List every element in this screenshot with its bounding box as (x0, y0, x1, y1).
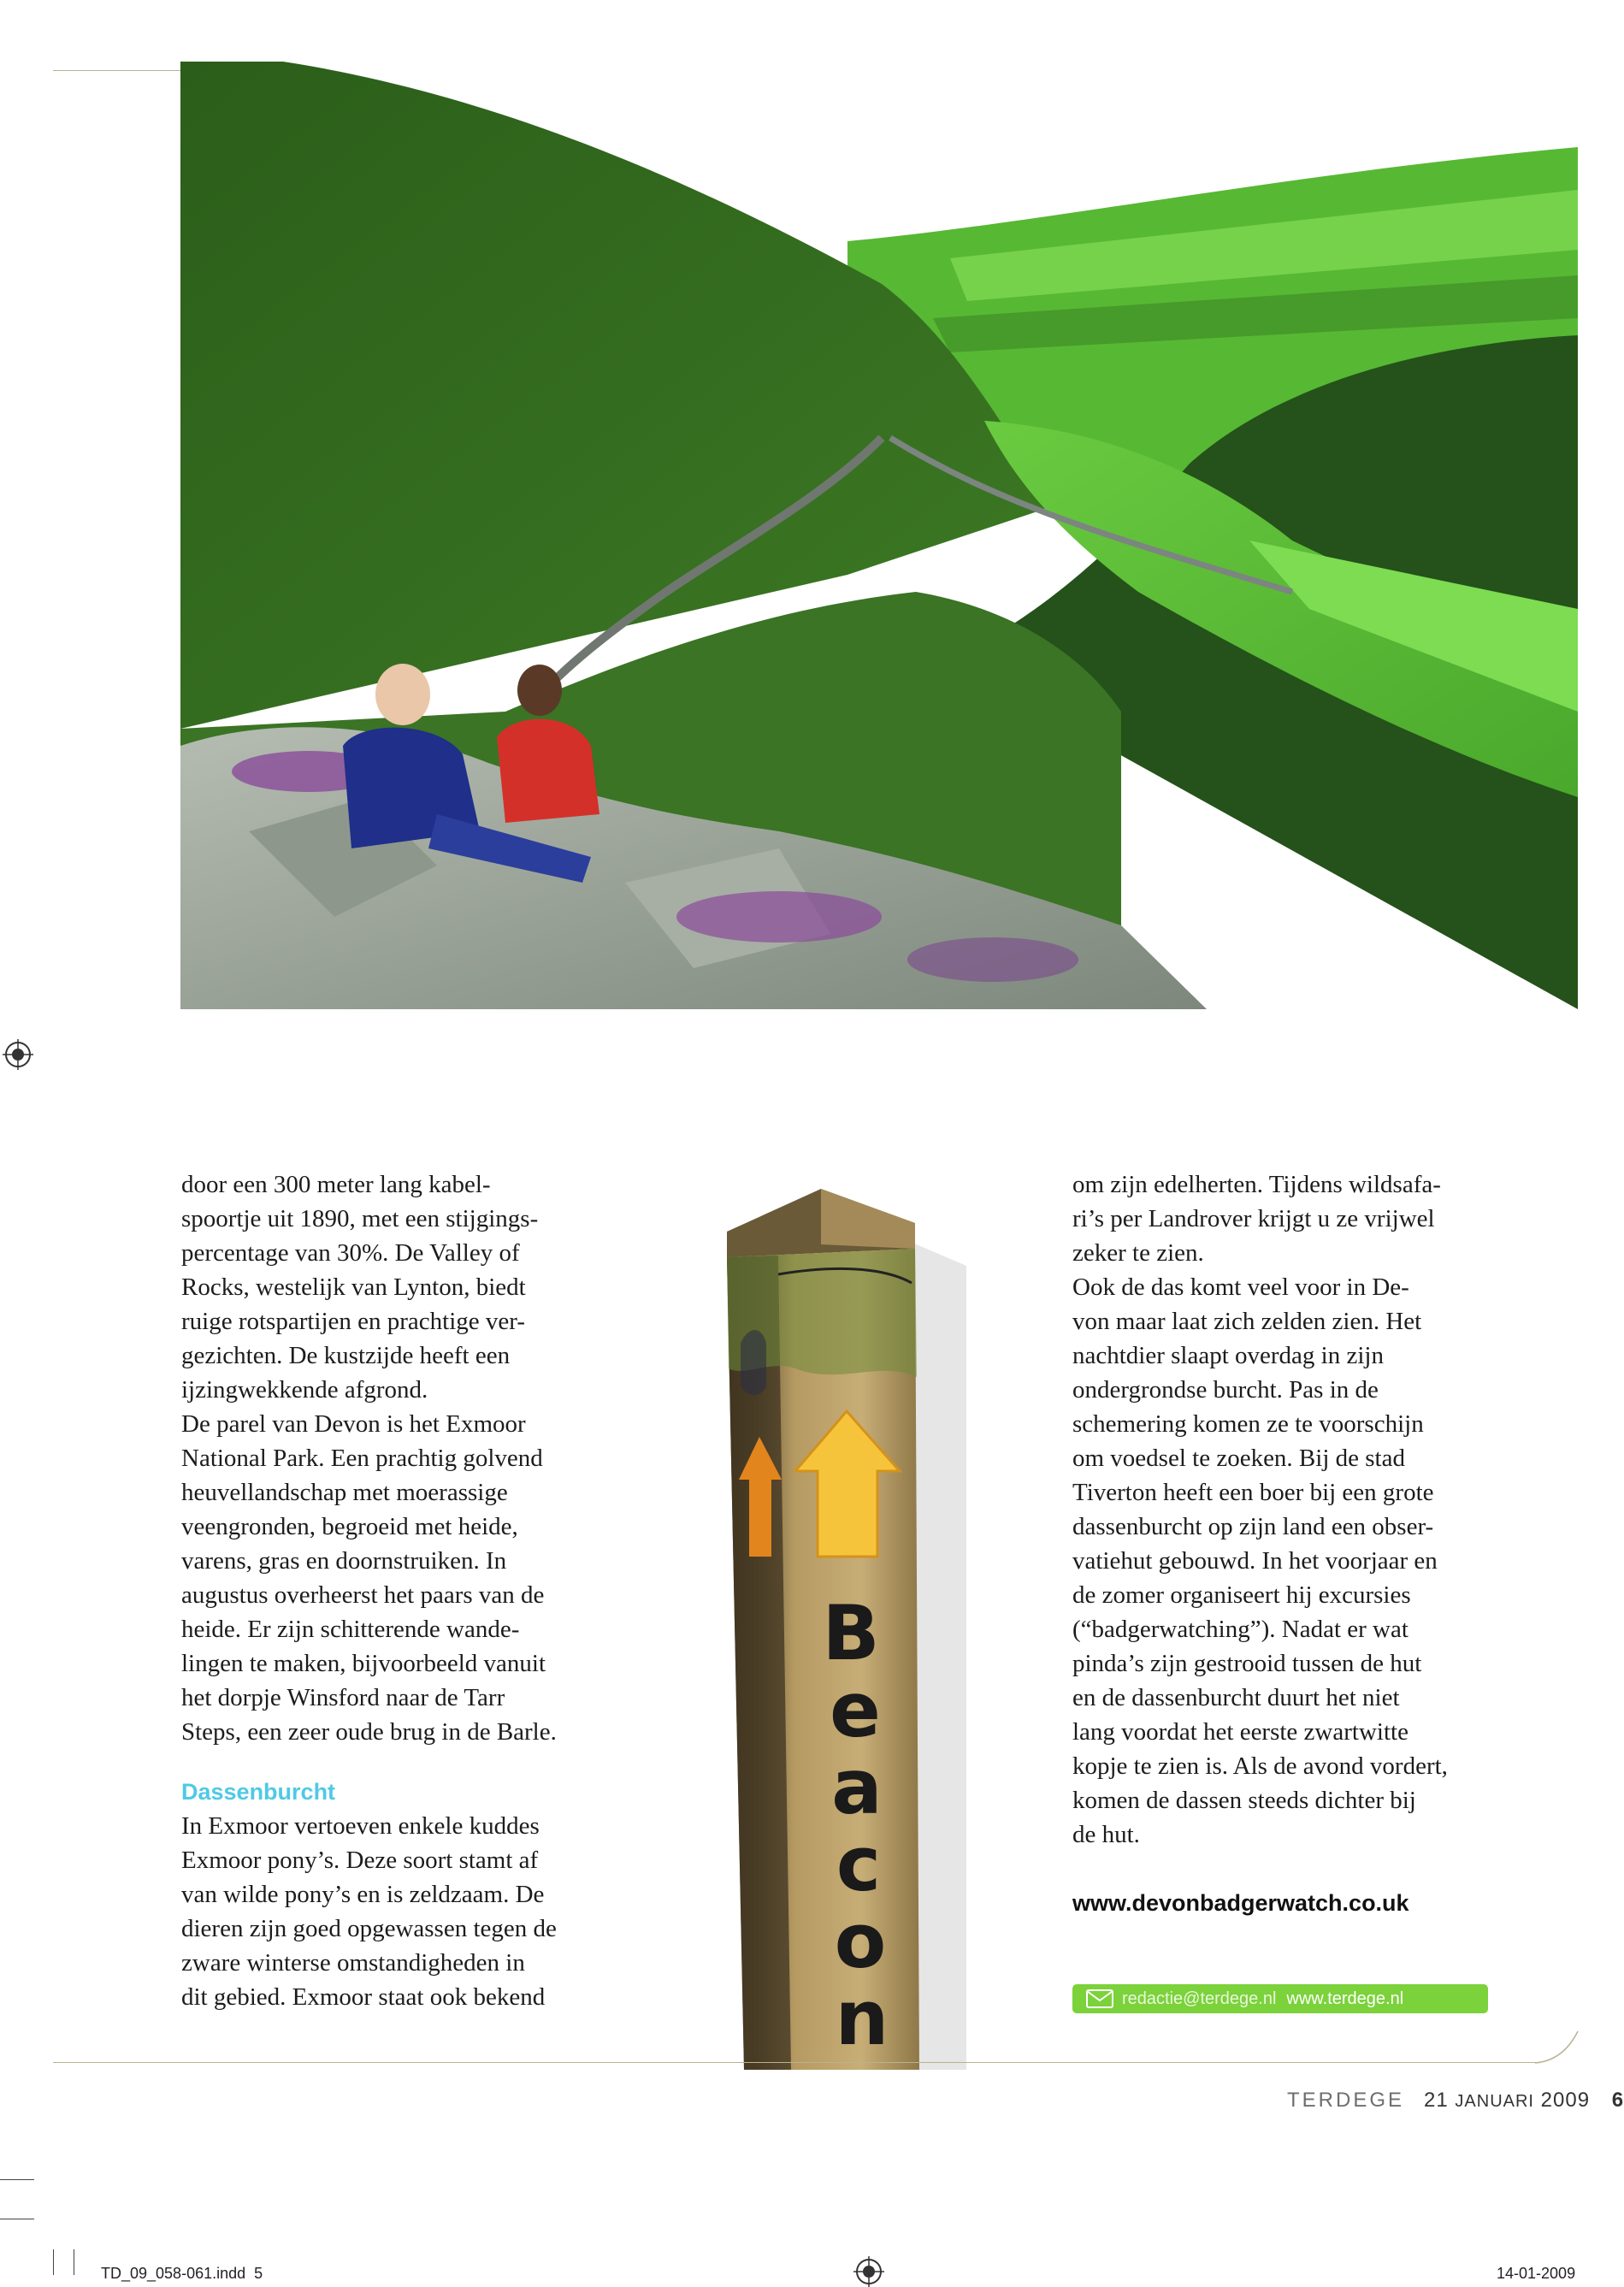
beacon-letter-o: o (834, 1897, 887, 1985)
beacon-signpost (710, 1180, 966, 2070)
bottom-rule (53, 2062, 1541, 2063)
website-link[interactable]: www.devonbadgerwatch.co.uk (1072, 1890, 1409, 1916)
corner-curve (1535, 2027, 1578, 2065)
page-number: 6 (1611, 2089, 1624, 2112)
magazine-name: TERDEGE (1287, 2089, 1405, 2112)
registration-mark-icon (3, 1039, 33, 1070)
footer-year: 2009 (1540, 2089, 1591, 2112)
left-paragraph-3: In Exmoor vertoeven enkele kuddes Exmoor pony’s. Deze soort stamt af van wilde pony’s en is zeldzaam. De dieren zijn goed opgewassen tegen de zware winterse omstandigheden in dit gebied. Exmoor staat ook bekend (181, 1812, 557, 2011)
right-column (1072, 1167, 1551, 1920)
right-paragraph-1: om zijn edelherten. Tijdens wildsafa- ri’s per Landrover krijgt u ze vrijwel zeker te zien. (1072, 1171, 1441, 1267)
slug-page: 5 (254, 2265, 263, 2282)
registration-mark-icon (853, 2256, 884, 2287)
contact-email-link[interactable]: redactie@terdege.nl (1122, 1989, 1277, 2008)
landscape-photo-illustration (180, 62, 1578, 1009)
crop-mark (0, 2179, 34, 2180)
slug-file: TD_09_058-061.indd (101, 2265, 246, 2282)
top-rule (53, 70, 181, 71)
slug-file-info (101, 2265, 263, 2283)
landscape-photo (180, 62, 1578, 1009)
beacon-letter-a: a (831, 1743, 883, 1831)
left-paragraph-1: door een 300 meter lang kabel- spoortje uit 1890, met een stijgings- percentage van 30%. De Valley of Rocks, westelijk van Lynton, biedt ruige rotspartijen en prachtige ver- gezichten. De kustzijde heeft een ijzingwekkende afgrond. (181, 1171, 539, 1404)
footer-day: 21 (1424, 2089, 1449, 2112)
page-footer (1287, 2089, 1624, 2113)
beacon-letter-c: c (836, 1820, 882, 1908)
contact-web-link[interactable]: www.terdege.nl (1286, 1989, 1404, 2008)
beacon-signpost-illustration (710, 1180, 966, 2070)
beacon-letter-n: n (835, 1974, 889, 2062)
crop-mark (53, 2249, 54, 2275)
left-paragraph-2: De parel van Devon is het Exmoor National Park. Een prachtig golvend heuvellandschap met moerassige veengronden, begroeid met heide, varens, gras en doornstruiken. In augustus overheerst het paars van de heide. Er zijn schitterende wande- lingen te maken, bijvoorbeeld vanuit het dorpje Winsford naar de Tarr Steps, een zeer oude brug in de Barle. (181, 1410, 557, 1746)
beacon-letter-e: e (830, 1666, 881, 1754)
beacon-letter-b: B (822, 1589, 880, 1677)
left-column (181, 1167, 626, 2014)
contact-bar (1072, 1984, 1488, 2013)
slug-date: 14-01-2009 (1497, 2265, 1576, 2282)
footer-month: JANUARI (1455, 2092, 1534, 2111)
envelope-icon (1086, 1989, 1113, 2008)
right-paragraph-2: Ook de das komt veel voor in De- von maar laat zich zelden zien. Het nachtdier slaapt overdag in zijn ondergrondse burcht. Pas in de schemering komen ze te voorschijn om voedsel te zoeken. Bij de stad Tiverton heeft een boer bij een grote dassenburcht op zijn land een obser- vatiehut gebouwd. In het voorjaar en de zomer organiseert hij excursies (“badgerwatching”). Nadat er wat pinda’s zijn gestrooid tussen de hut en de dassenburcht duurt het niet lang voordat het eerste zwartwitte kopje te zien is. Als de avond vordert, komen de dassen steeds dichter bij de hut. (1072, 1274, 1448, 1848)
subheading-dassenburcht: Dassenburcht (181, 1779, 336, 1805)
